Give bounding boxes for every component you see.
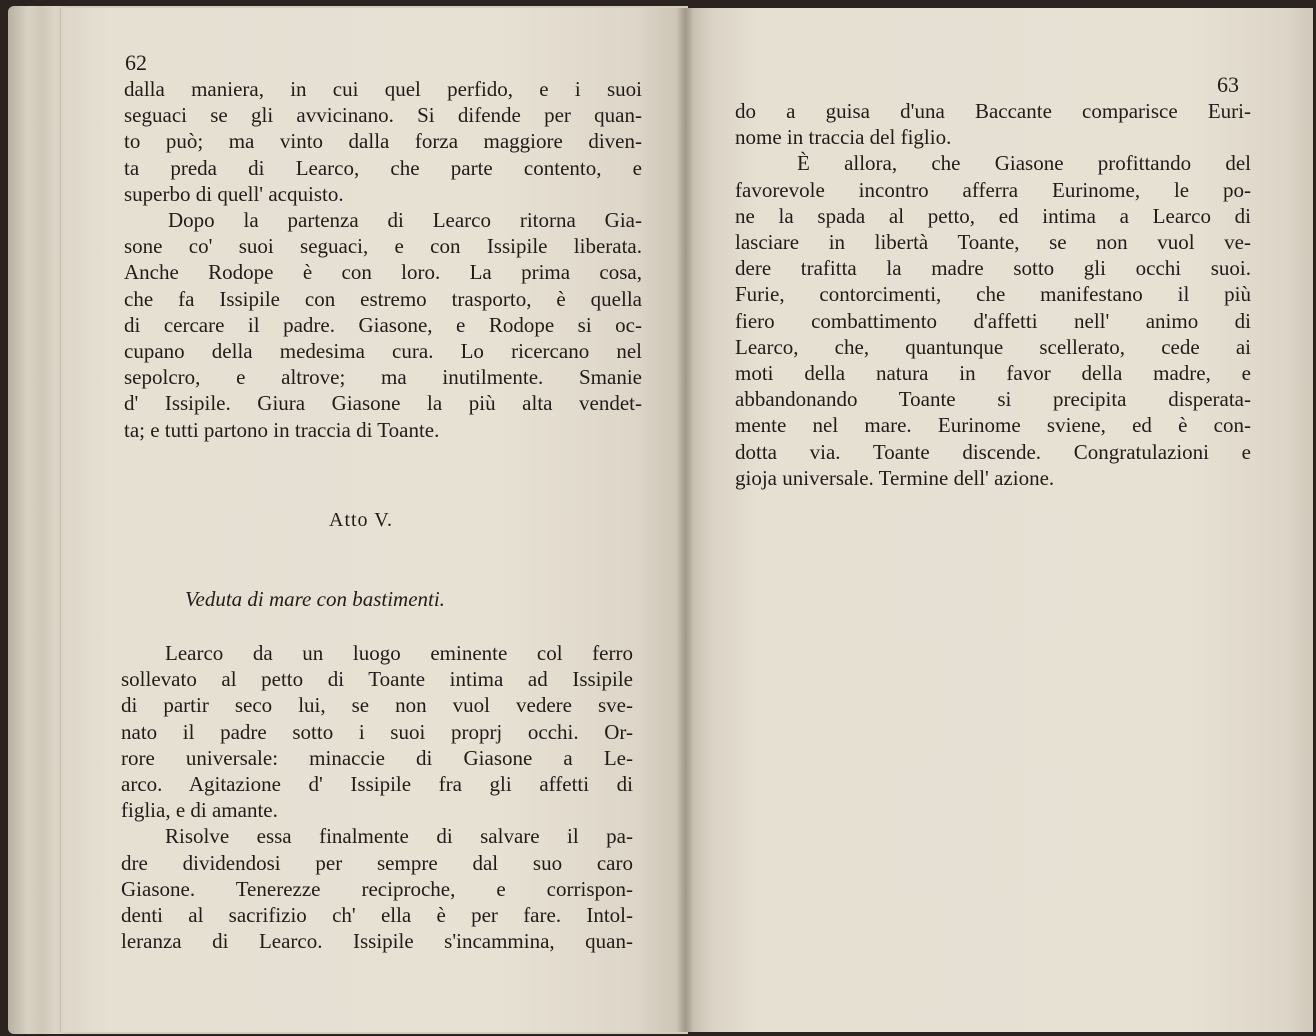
page-number-left: 62 (125, 50, 147, 75)
text-line: ta; e tutti partono in traccia di Toante. (124, 417, 440, 442)
text-line: lasciare in libertà Toante, se non vuol ve- (735, 230, 1251, 255)
text-line: Learco da un luogo eminente col ferro (165, 641, 633, 665)
text-line: arco. Agitazione d' Issipile fra gli affetti di (121, 772, 633, 797)
text-line: d' Issipile. Giura Giasone la più alta vendet- (124, 391, 642, 416)
text-line: Furie, contorcimenti, che manifestano il più (735, 282, 1251, 307)
book-gutter (676, 8, 694, 1032)
text-line: Dopo la partenza di Learco ritorna Gia- (168, 208, 642, 233)
text-line: di cercare il padre. Giasone, e Rodope si oc- (124, 312, 642, 337)
right-page (685, 8, 1313, 1032)
text-line: favorevole incontro afferra Eurinome, le po- (735, 177, 1251, 202)
text-line: Learco, che, quantunque scellerato, cede ai (735, 334, 1251, 359)
text-line: Giasone. Tenerezze reciproche, e corrispon- (121, 876, 633, 901)
text-line: dotta via. Toante discende. Congratulazioni e (735, 439, 1251, 464)
text-line: superbo di quell' acquisto. (124, 181, 344, 206)
text-line: sepolcro, e altrove; ma inutilmente. Smanie (124, 365, 642, 390)
text-line: moti della natura in favor della madre, e (735, 361, 1251, 386)
text-line: dalla maniera, in cui quel perfido, e i suoi (124, 77, 642, 101)
left-text-bottom (121, 640, 633, 954)
text-line: denti al sacrifizio ch' ella è per fare. Intol- (121, 903, 633, 928)
text-line: rore universale: minaccie di Giasone a Le- (121, 745, 633, 770)
text-line: Risolve essa finalmente di salvare il pa- (165, 824, 633, 849)
text-line: sollevato al petto di Toante intima ad Issipile (121, 667, 633, 692)
text-line: nome in traccia del figlio. (735, 125, 952, 150)
text-line: ne la spada al petto, ed intima a Learco di (735, 203, 1251, 228)
text-line: che fa Issipile con estremo trasporto, è quella (124, 286, 642, 311)
text-line: cupano della medesima cura. Lo ricercano nel (124, 339, 642, 364)
text-line: abbandonando Toante si precipita disperata- (735, 387, 1251, 412)
text-line: figlia, e di amante. (121, 798, 278, 823)
page-number-right: 63 (1217, 72, 1239, 97)
text-line: fiero combattimento d'affetti nell' animo di (735, 308, 1251, 333)
text-line: mente nel mare. Eurinome sviene, ed è con- (735, 413, 1251, 438)
text-line: ta preda di Learco, che parte contento, e (124, 155, 642, 180)
act-heading: Atto V. (329, 509, 394, 531)
text-line: dere trafitta la madre sotto gli occhi suoi. (735, 256, 1251, 281)
text-line: È allora, che Giasone profittando del (797, 151, 1251, 176)
text-line: do a guisa d'una Baccante comparisce Euri- (735, 99, 1251, 123)
scene-heading: Veduta di mare con bastimenti. (185, 587, 445, 611)
text-line: dre dividendosi per sempre dal suo caro (121, 850, 633, 875)
left-text-top (124, 76, 642, 443)
text-line: di partir seco lui, se non vuol vedere sve- (121, 693, 633, 718)
text-line: sone co' suoi seguaci, e con Issipile liberata. (124, 234, 642, 259)
text-line: Anche Rodope è con loro. La prima cosa, (124, 260, 642, 285)
text-line: nato il padre sotto i suoi proprj occhi. Or- (121, 719, 633, 744)
text-line: gioja universale. Termine dell' azione. (735, 465, 1055, 490)
right-text (735, 98, 1251, 491)
text-line: leranza di Learco. Issipile s'incammina, quan- (121, 929, 633, 954)
text-line: seguaci se gli avvicinano. Si difende per quan- (124, 103, 642, 128)
left-page (60, 8, 686, 1032)
text-line: to può; ma vinto dalla forza maggiore diven- (124, 129, 642, 154)
